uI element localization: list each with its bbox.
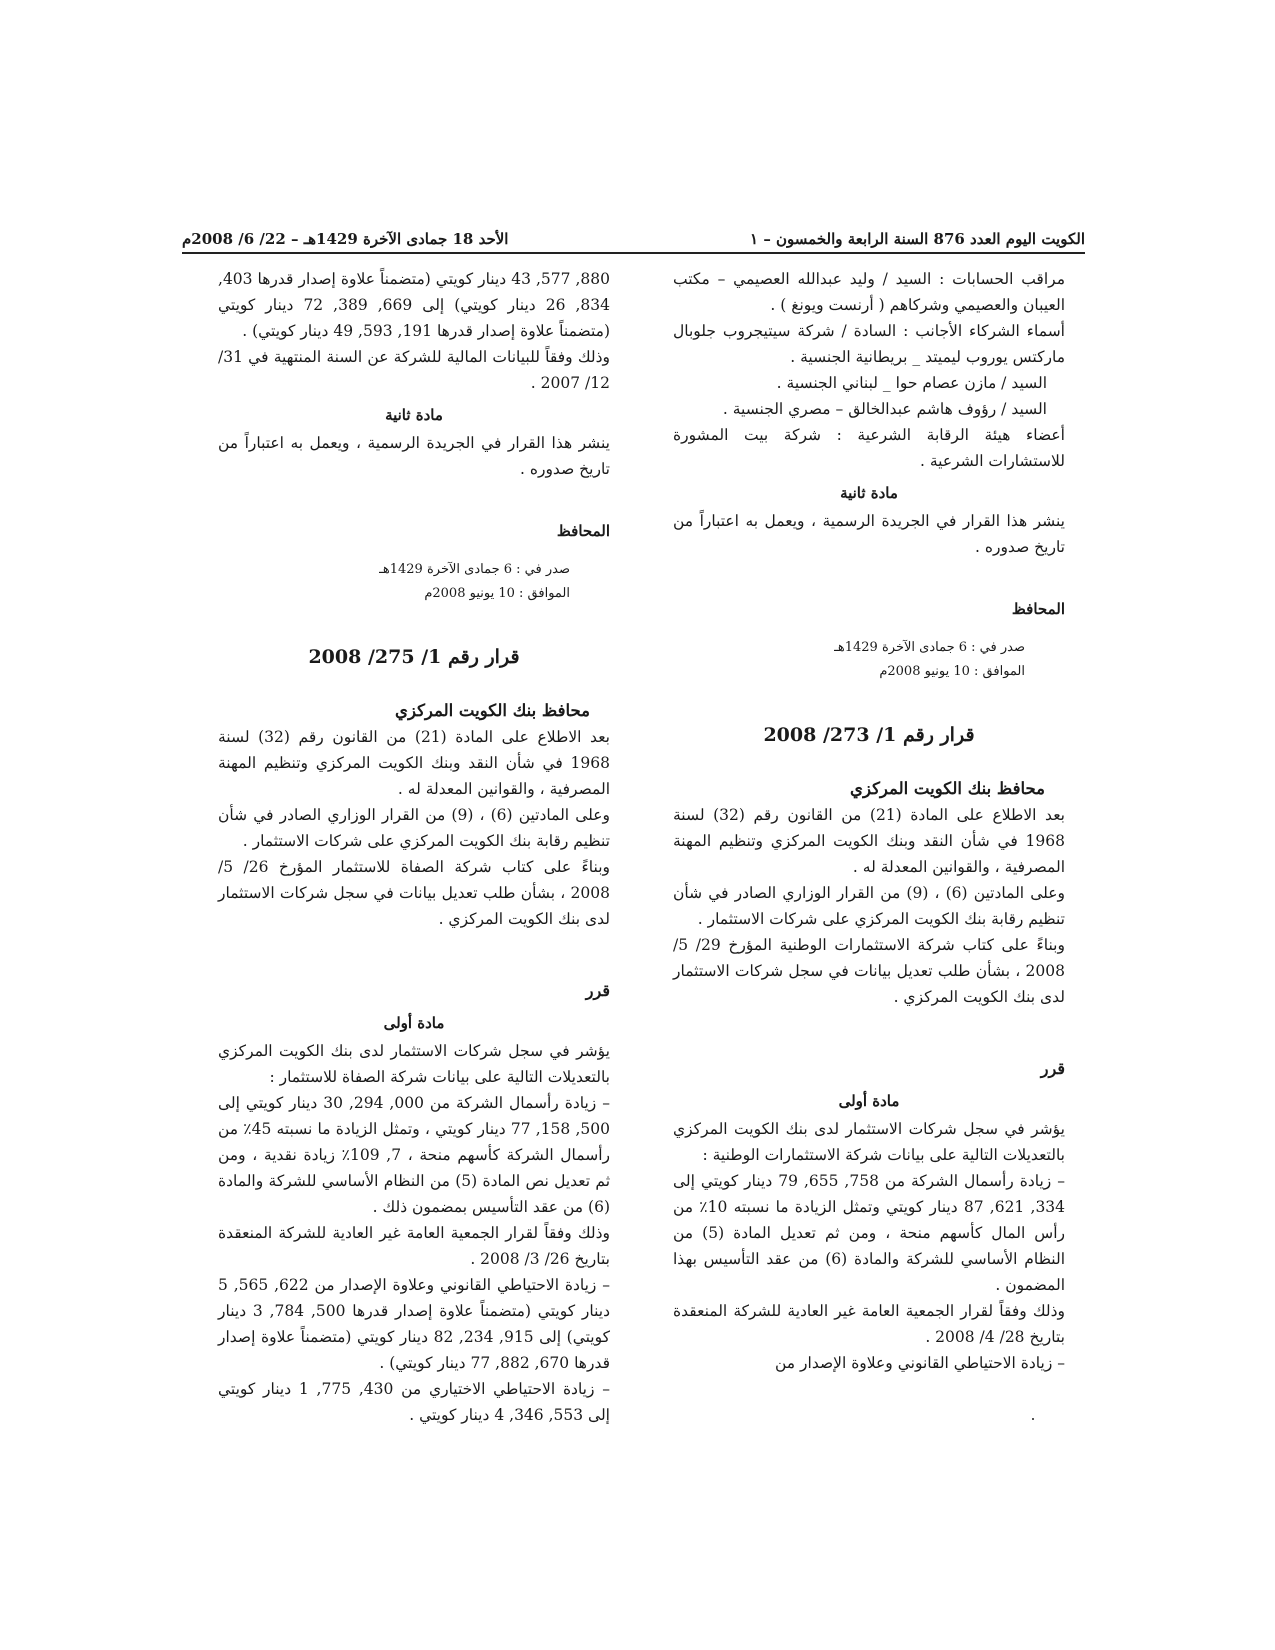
article-1-heading: مادة أولى xyxy=(383,1014,445,1032)
decree-title: قرار رقم 1/ 273/ 2008 xyxy=(763,724,975,746)
preamble-1: بعد الاطلاع على المادة (21) من القانون رقم (32) لسنة 1968 في شأن النقد وبنك الكويت المركزي وتنظيم المهنة المصرفية ، والقوانين المعدلة له . xyxy=(218,728,610,798)
amendment-item-1: – زيادة رأسمال الشركة من 000, 294, 30 دينار كويتي إلى 500, 158, 77 دينار كويتي ، وتمثل الزيادة ما نسبته 45٪ من رأسمال الشركة كأسهم منحة ، 7, 109٪ زيادة نقدية ، ومن ثم تعديل نص المادة (5) من النظام الأساسي للشركة والمادة (6) من عقد التأسيس بمضمون ذلك . xyxy=(218,1094,611,1216)
article-1-intro: يؤشر في سجل شركات الاستثمار لدى بنك الكويت المركزي بالتعديلات التالية على بيانات شركة الصفاة للاستثمار : xyxy=(218,1042,610,1086)
issued-hijri: صدر في : 6 جمادى الآخرة 1429هـ xyxy=(379,562,570,577)
authority-heading: محافظ بنك الكويت المركزي xyxy=(850,779,1045,798)
decided-heading: قرر xyxy=(1040,1059,1065,1078)
governor-label: المحافظ xyxy=(1011,600,1065,618)
issued-gregorian: الموافق : 10 يونيو 2008م xyxy=(879,664,1025,679)
issued-gregorian: الموافق : 10 يونيو 2008م xyxy=(424,586,570,601)
page-header xyxy=(182,212,1085,254)
left-column xyxy=(218,266,610,1428)
article-2-text: ينشر هذا القرار في الجريدة الرسمية ، ويعمل به اعتباراً من تاريخ صدوره . xyxy=(673,512,1065,556)
header-date: الأحد 18 جمادى الآخرة 1429هـ – 22/ 6/ 2008م xyxy=(182,230,509,248)
preamble-1: بعد الاطلاع على المادة (21) من القانون رقم (32) لسنة 1968 في شأن النقد وبنك الكويت المركزي وتنظيم المهنة المصرفية ، والقوانين المعدلة له . xyxy=(673,806,1065,876)
amendment-item-2: – زيادة الاحتياطي القانوني وعلاوة الإصدار من 622, 565, 5 دينار كويتي (متضمناً علاوة إصدار قدرها 500, 784, 3 دينار كويتي) إلى 915, 234, 82 دينار كويتي (متضمناً علاوة إصدار قدرها 670, 882, 77 دينار كويتي) . xyxy=(218,1276,611,1372)
partner-person-1: السيد / مازن عصام حوا _ لبناني الجنسية . xyxy=(776,374,1047,392)
issue-date-block xyxy=(673,636,1025,684)
authority-heading: محافظ بنك الكويت المركزي xyxy=(395,701,590,720)
amendment-item-3: – زيادة الاحتياطي الاختياري من 430, 775, 1 دينار كويتي إلى 553, 346, 4 دينار كويتي . xyxy=(218,1380,610,1424)
preamble-2: وعلى المادتين (6) ، (9) من القرار الوزاري الصادر في شأن تنظيم رقابة بنك الكويت المركزي على شركات الاستثمار . xyxy=(218,806,611,850)
article-2-text: ينشر هذا القرار في الجريدة الرسمية ، ويعمل به اعتباراً من تاريخ صدوره . xyxy=(218,434,610,478)
article-1-intro: يؤشر في سجل شركات الاستثمار لدى بنك الكويت المركزي بالتعديلات التالية على بيانات شركة الاستثمارات الوطنية : xyxy=(673,1120,1065,1164)
article-2-heading: مادة ثانية xyxy=(385,406,443,424)
foreign-partners-line: أسماء الشركاء الأجانب : السادة / شركة سيتيجروب جلوبال ماركتس يوروب ليميتد _ بريطانية الجنسية . xyxy=(673,322,1065,366)
auditor-line: مراقب الحسابات : السيد / وليد عبدالله العصيمي – مكتب العيبان والعصيمي وشركاهم ( أرنست ويونغ ) . xyxy=(673,270,1065,314)
right-column xyxy=(673,266,1065,1376)
sharia-board-line: أعضاء هيئة الرقابة الشرعية : شركة بيت المشورة للاستشارات الشرعية . xyxy=(673,426,1065,470)
partner-person-2: السيد / رؤوف هاشم عبدالخالق – مصري الجنسية . xyxy=(722,400,1047,418)
amendment-item-1-basis: وذلك وفقاً لقرار الجمعية العامة غير العادية للشركة المنعقدة بتاريخ 26/ 3/ 2008 . xyxy=(218,1224,610,1268)
financial-basis: وذلك وفقاً للبيانات المالية للشركة عن السنة المنتهية في 31/ 12/ 2007 . xyxy=(218,348,610,392)
amendment-item-1: – زيادة رأسمال الشركة من 758, 655, 79 دينار كويتي إلى 334, 621, 87 دينار كويتي وتمثل الزيادة ما نسبته 10٪ من رأس المال كأسهم منحة ، ومن ثم تعديل المادة (5) من النظام الأساسي للشركة والمادة (6) من عقد التأسيس بهذا المضمون . xyxy=(673,1172,1066,1294)
scan-speck xyxy=(1032,1418,1034,1420)
amendment-item-1-basis: وذلك وفقاً لقرار الجمعية العامة غير العادية للشركة المنعقدة بتاريخ 28/ 4/ 2008 . xyxy=(673,1302,1065,1346)
decided-heading: قرر xyxy=(585,981,610,1000)
governor-label: المحافظ xyxy=(556,522,610,540)
preamble-3: وبناءً على كتاب شركة الاستثمارات الوطنية المؤرخ 29/ 5/ 2008 ، بشأن طلب تعديل بيانات في سجل شركات الاستثمار لدى بنك الكويت المركزي . xyxy=(673,936,1065,1006)
preamble-2: وعلى المادتين (6) ، (9) من القرار الوزاري الصادر في شأن تنظيم رقابة بنك الكويت المركزي على شركات الاستثمار . xyxy=(673,884,1066,928)
decree-title: قرار رقم 1/ 275/ 2008 xyxy=(308,646,520,668)
preamble-3: وبناءً على كتاب شركة الصفاة للاستثمار المؤرخ 26/ 5/ 2008 ، بشأن طلب تعديل بيانات في سجل شركات الاستثمار لدى بنك الكويت المركزي . xyxy=(218,858,610,928)
issued-hijri: صدر في : 6 جمادى الآخرة 1429هـ xyxy=(834,640,1025,655)
article-2-heading: مادة ثانية xyxy=(840,484,898,502)
amendment-item-2: – زيادة الاحتياطي القانوني وعلاوة الإصدار من xyxy=(775,1354,1065,1372)
continuation-text: 880, 577, 43 دينار كويتي (متضمناً علاوة إصدار قدرها 403, 834, 26 دينار كويتي) إلى 669, 389, 72 دينار كويتي (متضمناً علاوة إصدار قدرها 191, 593, 49 دينار كويتي) . xyxy=(218,270,611,340)
article-1-heading: مادة أولى xyxy=(838,1092,900,1110)
header-issue-info: الكويت اليوم العدد 876 السنة الرابعة والخمسون – ١ xyxy=(750,230,1085,248)
issue-date-block xyxy=(218,558,570,606)
